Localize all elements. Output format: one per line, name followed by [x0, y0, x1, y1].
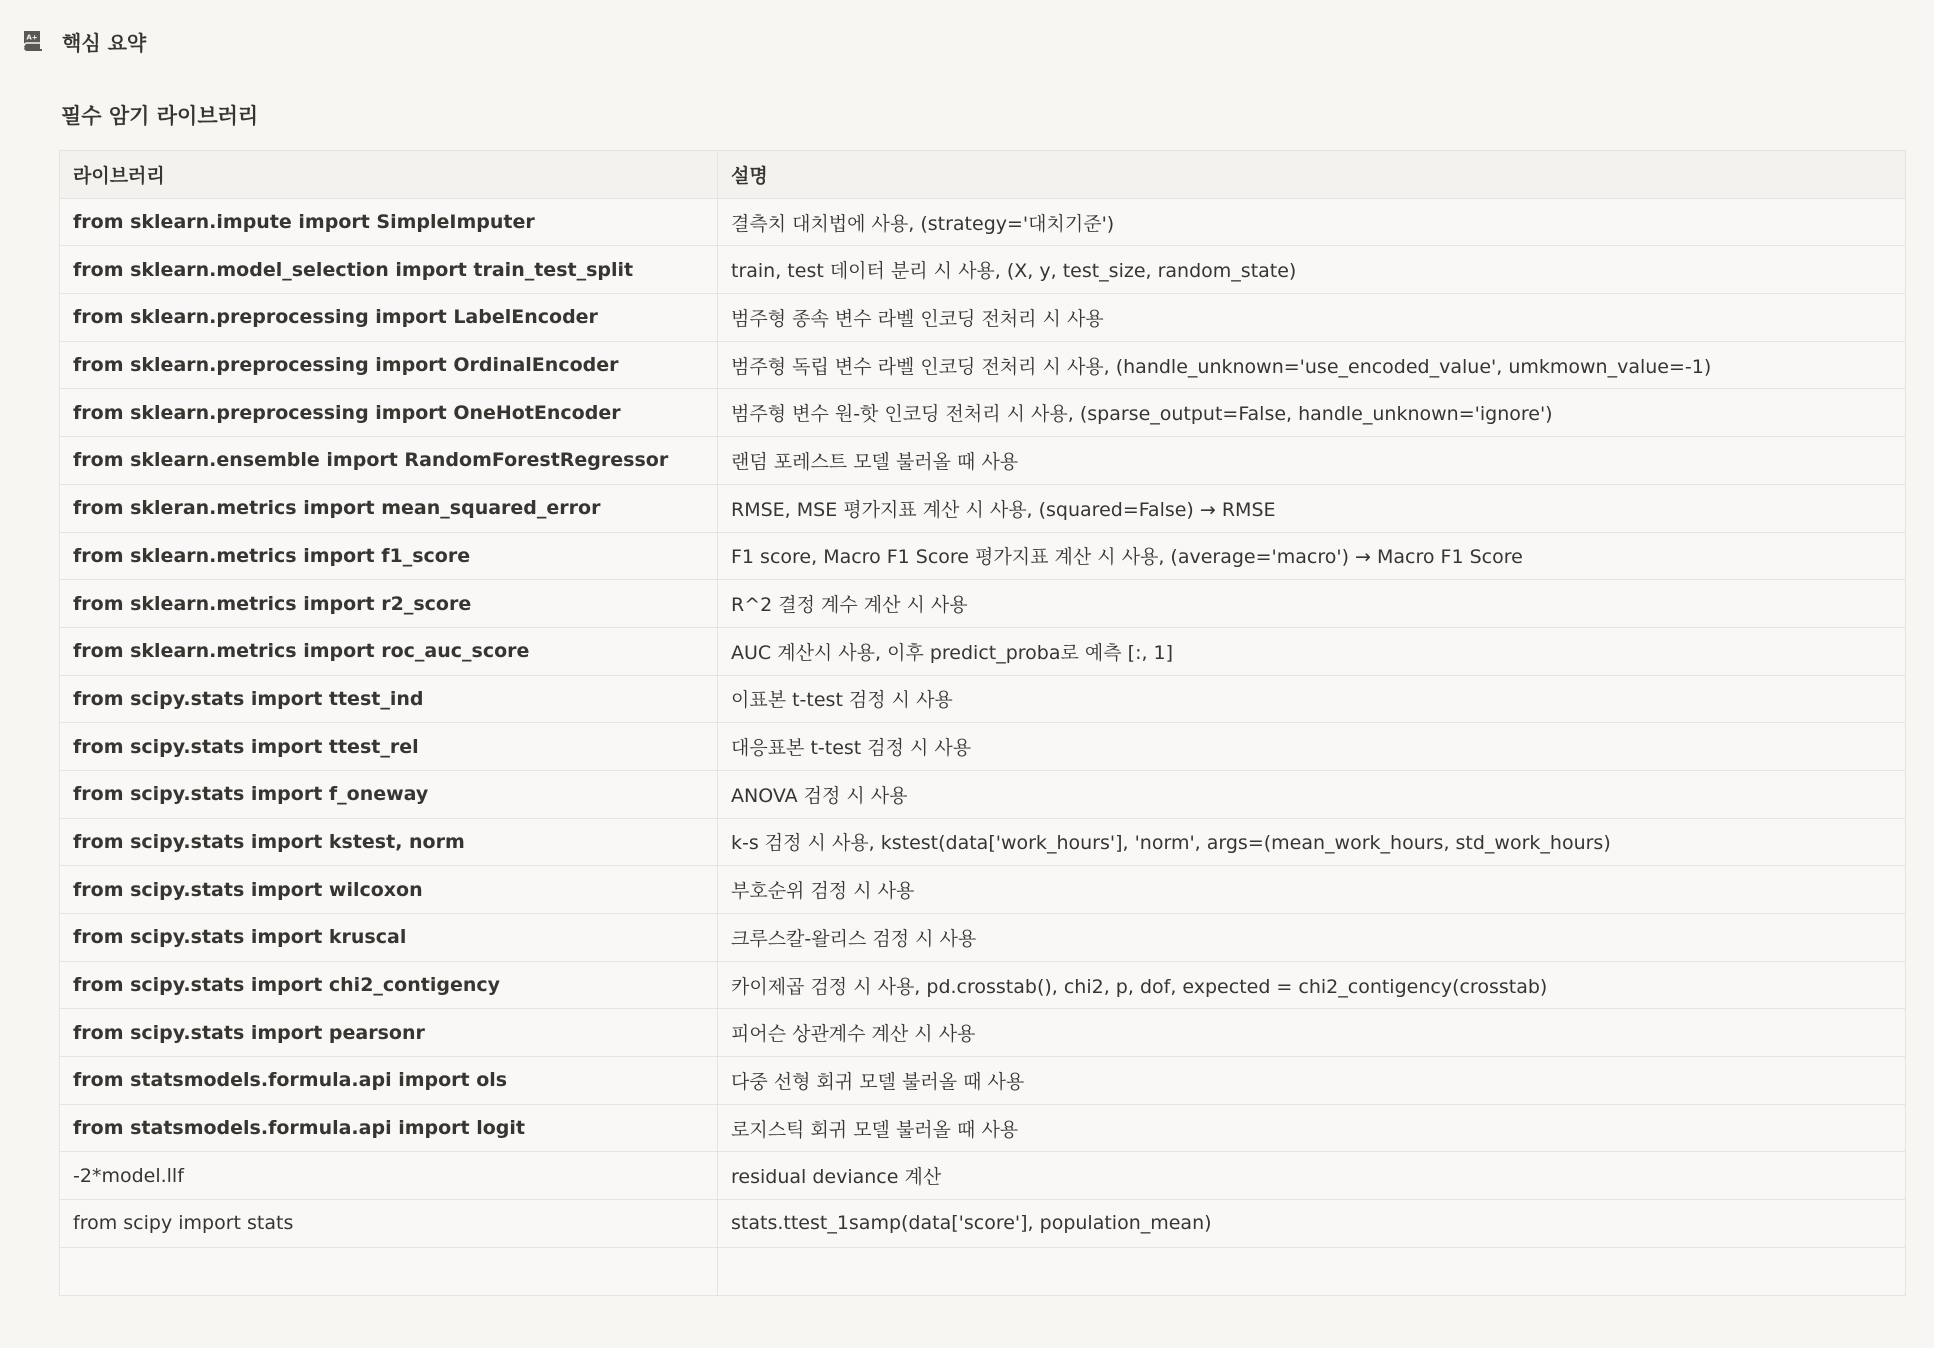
cell-library[interactable]: from scipy.stats import f_oneway [60, 770, 718, 818]
cell-description[interactable]: 부호순위 검정 시 사용 [718, 866, 1906, 914]
cell-library[interactable]: from scipy.stats import ttest_rel [60, 723, 718, 771]
cell-library[interactable]: from scipy import stats [60, 1200, 718, 1248]
cell-description[interactable]: stats.ttest_1samp(data['score'], population_mean) [718, 1200, 1906, 1248]
table-row [60, 723, 1906, 771]
cell-library[interactable]: from scipy.stats import chi2_contigency [60, 961, 718, 1009]
callout-title: 핵심 요약 [62, 30, 147, 55]
cell-library[interactable]: from scipy.stats import ttest_ind [60, 675, 718, 723]
cell-description[interactable]: 범주형 변수 원-핫 인코딩 전처리 시 사용, (sparse_output=False, handle_unknown='ignore') [718, 389, 1906, 437]
cell-description[interactable]: 이표본 t-test 검정 시 사용 [718, 675, 1906, 723]
cell-library[interactable]: from sklearn.preprocessing import OrdinalEncoder [60, 341, 718, 389]
section-title: 필수 암기 라이브러리 [61, 104, 259, 128]
table-row [60, 675, 1906, 723]
cell-library[interactable]: from sklearn.preprocessing import LabelEncoder [60, 294, 718, 342]
header-description[interactable]: 설명 [718, 151, 1906, 199]
table-row [60, 818, 1906, 866]
cell-description[interactable]: 랜덤 포레스트 모델 불러올 때 사용 [718, 437, 1906, 485]
cell-description[interactable]: 피어슨 상관계수 계산 시 사용 [718, 1009, 1906, 1057]
table-row [60, 437, 1906, 485]
cell-library[interactable]: from statsmodels.formula.api import ols [60, 1057, 718, 1105]
cell-description[interactable]: 범주형 종속 변수 라벨 인코딩 전처리 시 사용 [718, 294, 1906, 342]
cell-description[interactable]: AUC 계산시 사용, 이후 predict_proba로 예측 [:, 1] [718, 627, 1906, 675]
cell-description[interactable]: 카이제곱 검정 시 사용, pd.crosstab(), chi2, p, dof, expected = chi2_contigency(crosstab) [718, 961, 1906, 1009]
table-row [60, 1057, 1906, 1105]
cell-description[interactable]: k-s 검정 시 사용, kstest(data['work_hours'], 'norm', args=(mean_work_hours, std_work_hours) [718, 818, 1906, 866]
table-row [60, 1200, 1906, 1248]
cell-library[interactable]: from sklearn.ensemble import RandomForestRegressor [60, 437, 718, 485]
table-row [60, 294, 1906, 342]
table-row [60, 914, 1906, 962]
cell-library[interactable]: from sklearn.model_selection import train_test_split [60, 246, 718, 294]
cell-description[interactable]: 로지스틱 회귀 모델 불러올 때 사용 [718, 1104, 1906, 1152]
table-row [60, 1104, 1906, 1152]
cell-library[interactable]: from sklearn.metrics import f1_score [60, 532, 718, 580]
table-row [60, 198, 1906, 246]
cell-library[interactable]: from sklearn.metrics import roc_auc_score [60, 627, 718, 675]
table-row [60, 866, 1906, 914]
cell-description[interactable]: ANOVA 검정 시 사용 [718, 770, 1906, 818]
cell-description[interactable]: train, test 데이터 분리 시 사용, (X, y, test_size, random_state) [718, 246, 1906, 294]
table-row [60, 246, 1906, 294]
book-icon [20, 28, 46, 54]
cell-description[interactable]: 결측치 대치법에 사용, (strategy='대치기준') [718, 198, 1906, 246]
table-row [60, 484, 1906, 532]
table-row [60, 1247, 1906, 1295]
library-table [59, 150, 1906, 1296]
header-library[interactable]: 라이브러리 [60, 151, 718, 199]
cell-library[interactable]: from scipy.stats import pearsonr [60, 1009, 718, 1057]
cell-description[interactable]: F1 score, Macro F1 Score 평가지표 계산 시 사용, (average='macro') → Macro F1 Score [718, 532, 1906, 580]
table-body [60, 198, 1906, 1295]
table-row [60, 627, 1906, 675]
callout-header [20, 26, 146, 56]
cell-description[interactable] [718, 1247, 1906, 1295]
table-row [60, 389, 1906, 437]
table-row [60, 580, 1906, 628]
table-row [60, 961, 1906, 1009]
cell-library[interactable]: from statsmodels.formula.api import logit [60, 1104, 718, 1152]
cell-library[interactable]: -2*model.llf [60, 1152, 718, 1200]
cell-description[interactable]: RMSE, MSE 평가지표 계산 시 사용, (squared=False) → RMSE [718, 484, 1906, 532]
table-row [60, 532, 1906, 580]
cell-library[interactable]: from sklearn.preprocessing import OneHotEncoder [60, 389, 718, 437]
cell-description[interactable]: R^2 결정 계수 계산 시 사용 [718, 580, 1906, 628]
table-row [60, 1009, 1906, 1057]
cell-library[interactable]: from sklearn.impute import SimpleImputer [60, 198, 718, 246]
cell-description[interactable]: 범주형 독립 변수 라벨 인코딩 전처리 시 사용, (handle_unknown='use_encoded_value', umkmown_value=-1) [718, 341, 1906, 389]
cell-library[interactable]: from scipy.stats import kstest, norm [60, 818, 718, 866]
library-table-container [59, 150, 1905, 1296]
cell-description[interactable]: residual deviance 계산 [718, 1152, 1906, 1200]
cell-library[interactable]: from scipy.stats import wilcoxon [60, 866, 718, 914]
table-row [60, 341, 1906, 389]
table-row [60, 770, 1906, 818]
cell-library[interactable]: from skleran.metrics import mean_squared_error [60, 484, 718, 532]
svg-text:A+: A+ [26, 33, 38, 42]
cell-library[interactable]: from scipy.stats import kruscal [60, 914, 718, 962]
table-header-row [60, 151, 1906, 199]
table-row [60, 1152, 1906, 1200]
cell-description[interactable]: 대응표본 t-test 검정 시 사용 [718, 723, 1906, 771]
cell-library[interactable] [60, 1247, 718, 1295]
cell-description[interactable]: 크루스칼-왈리스 검정 시 사용 [718, 914, 1906, 962]
cell-description[interactable]: 다중 선형 회귀 모델 불러올 때 사용 [718, 1057, 1906, 1105]
cell-library[interactable]: from sklearn.metrics import r2_score [60, 580, 718, 628]
